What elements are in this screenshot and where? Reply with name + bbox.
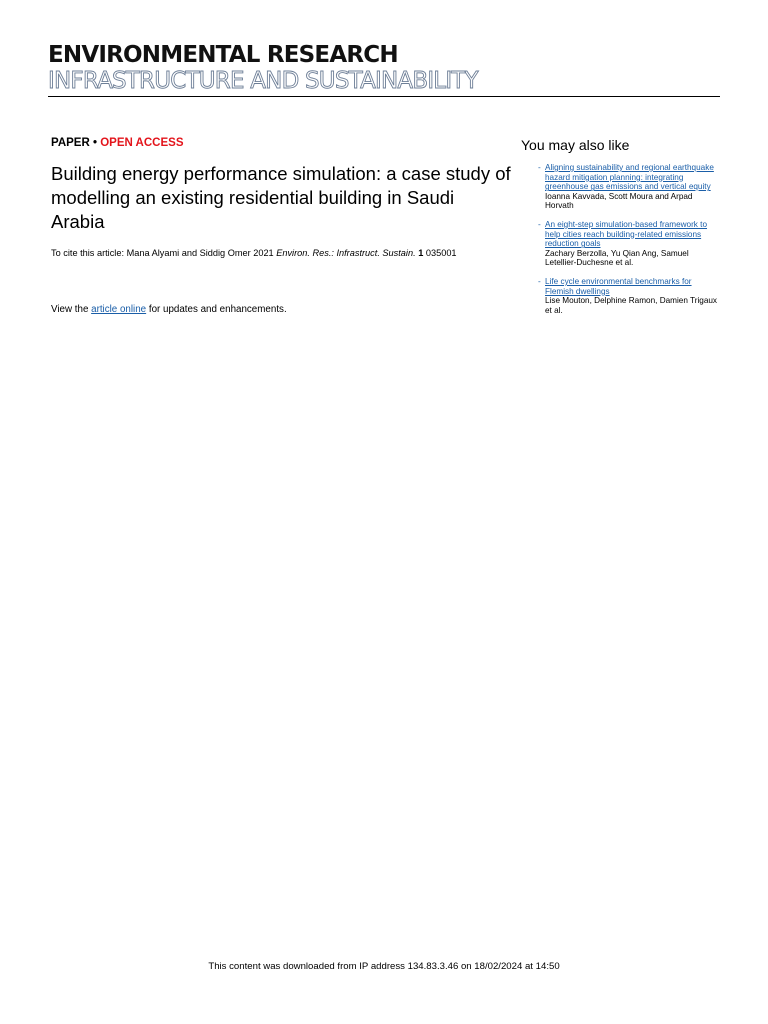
related-item-dash: - [538, 219, 541, 229]
view-online-line [51, 304, 511, 316]
related-item-body [545, 163, 719, 211]
journal-masthead [48, 42, 720, 97]
related-item-body [545, 277, 719, 315]
related-item-body [545, 220, 719, 268]
article-title: Building energy performance simulation: a case study of modelling an existing residential building in Saudi Arabia [51, 163, 511, 232]
tag-separator: • [89, 137, 101, 149]
related-item-authors: Ioanna Kavvada, Scott Moura and Arpad Horvath [545, 191, 693, 211]
citation-volume: 1 [418, 248, 424, 258]
related-item-link[interactable]: An eight-step simulation-based framework to help cities reach building-related emissions reduction goals [545, 219, 708, 249]
related-item-link[interactable]: Aligning sustainability and regional earthquake hazard mitigation planning: integrating greenhouse gas emissions and vertical equity [545, 163, 714, 192]
related-item-link[interactable]: Life cycle environmental benchmarks for Flemish dwellings [545, 276, 692, 296]
article-online-link[interactable]: article online [91, 304, 147, 315]
related-articles-panel [521, 137, 721, 324]
open-access-label: OPEN ACCESS [100, 137, 184, 149]
journal-name-line1: ENVIRONMENTAL RESEARCH [48, 42, 398, 68]
related-item-authors: Lise Mouton, Delphine Ramon, Damien Trigaux et al. [545, 296, 718, 315]
view-online-after: for updates and enhancements. [146, 304, 287, 315]
related-heading: You may also like [521, 137, 630, 153]
paper-access-tag [51, 136, 511, 150]
related-item-dash: - [538, 276, 541, 286]
related-item [521, 163, 721, 211]
related-item-authors: Zachary Berzolla, Yu Qian Ang, Samuel Letellier-Duchesne et al. [545, 248, 689, 268]
view-online-before: View the [51, 304, 92, 315]
related-item-dash: - [538, 163, 541, 172]
article-info [51, 136, 511, 316]
citation-line [51, 247, 511, 259]
citation-article-number: 035001 [425, 248, 457, 258]
citation-journal: Environ. Res.: Infrastruct. Sustain. [276, 248, 416, 258]
related-item [521, 277, 721, 315]
download-footer: This content was downloaded from IP address 134.83.3.46 on 18/02/2024 at 14:50 [208, 961, 560, 972]
related-item [521, 220, 721, 268]
paper-type-label: PAPER [51, 137, 90, 149]
journal-name-line2: INFRASTRUCTURE AND SUSTAINABILITY [48, 68, 478, 94]
citation-authors-year: Mana Alyami and Siddig Omer 2021 [126, 248, 277, 258]
masthead-divider [48, 96, 720, 97]
citation-prefix: To cite this article: [51, 248, 127, 258]
